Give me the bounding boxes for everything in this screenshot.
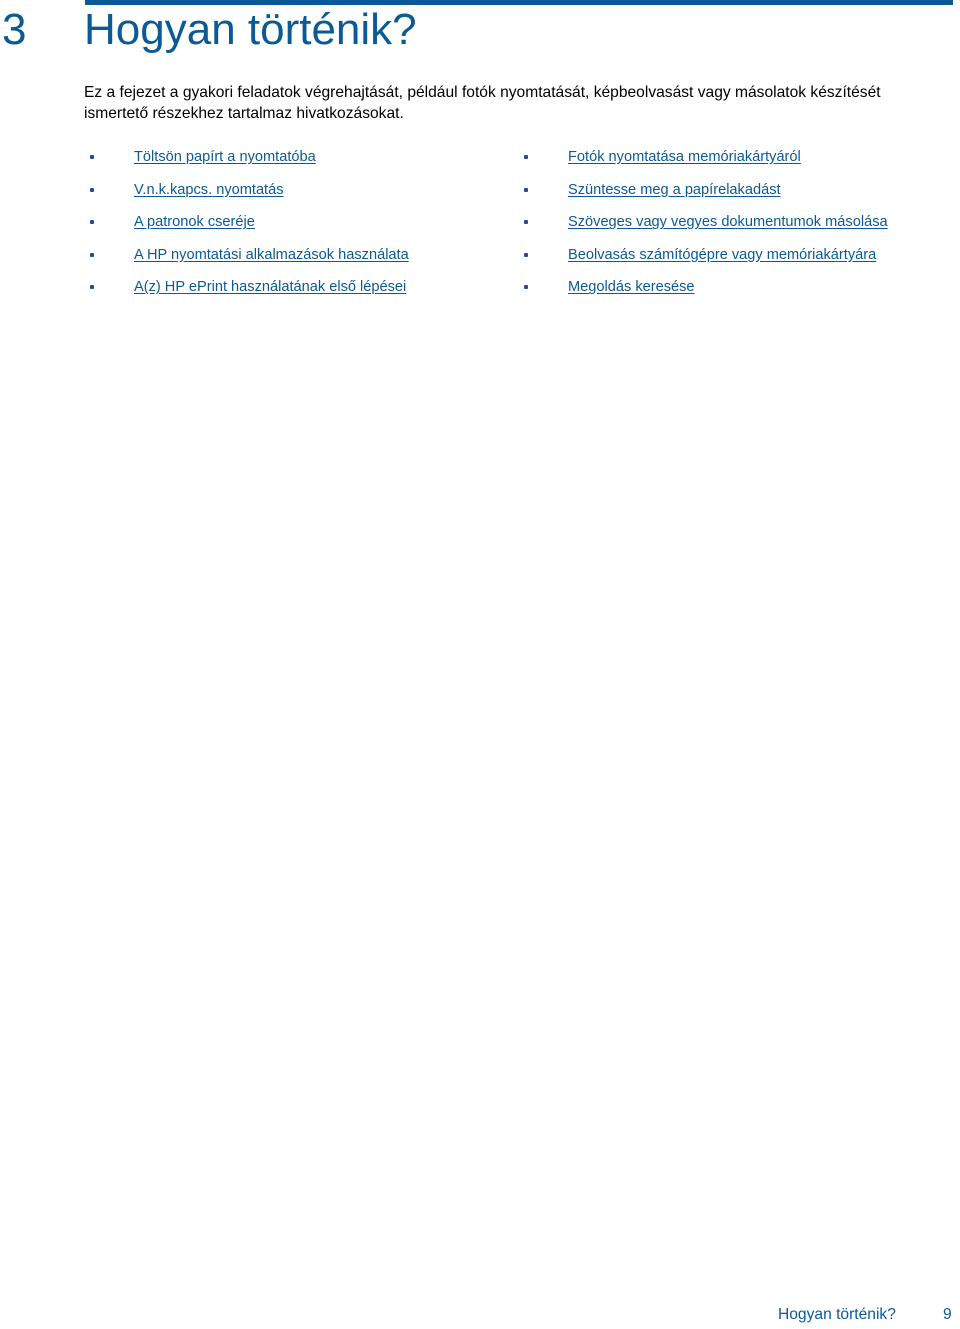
bullet-icon [90,285,94,289]
intro-paragraph: Ez a fejezet a gyakori feladatok végrehajtását, például fotók nyomtatását, képbeolvasást vagy másolatok készítését ismertető részekhez tartalmaz hivatkozásokat. [84,84,881,122]
list-item [524,146,944,179]
bullet-icon [90,155,94,159]
link-eprint-first-steps[interactable]: A(z) HP ePrint használatának első lépései [134,279,407,296]
list-item [90,244,510,277]
bullet-icon [524,220,528,224]
link-find-solution[interactable]: Megoldás keresése [568,279,695,296]
chapter-title: Hogyan történik? [84,5,417,54]
list-item [524,276,944,309]
list-item [90,276,510,309]
link-load-paper[interactable]: Töltsön papírt a nyomtatóba [134,149,316,165]
list-item [90,211,510,244]
link-borderless-print[interactable]: V.n.k.kapcs. nyomtatás [134,181,284,198]
bullet-icon [90,220,94,224]
bullet-icon [524,285,528,289]
chapter-number: 3 [2,5,27,54]
link-print-photos-memory-card[interactable]: Fotók nyomtatása memóriakártyáról [568,149,801,165]
bullet-icon [90,188,94,192]
link-list-right [524,146,944,309]
bullet-icon [524,253,528,257]
footer-page-number: 9 [943,1306,952,1323]
footer-chapter-title: Hogyan történik? [778,1306,896,1323]
bullet-icon [90,253,94,257]
bullet-icon [524,188,528,192]
list-item [90,146,510,179]
list-item [524,244,944,277]
link-scan-to-computer[interactable]: Beolvasás számítógépre vagy memóriakártyára [568,246,877,263]
link-clear-paper-jam[interactable]: Szüntesse meg a papírelakadást [568,181,781,198]
link-replace-cartridges[interactable]: A patronok cseréje [134,214,255,231]
link-hp-print-apps[interactable]: A HP nyomtatási alkalmazások használata [134,246,409,263]
list-item [524,179,944,212]
list-item [90,179,510,212]
list-item [524,211,944,244]
bullet-icon [524,155,528,159]
link-copy-documents[interactable]: Szöveges vagy vegyes dokumentumok másolása [568,214,888,231]
link-list-left [90,146,510,309]
